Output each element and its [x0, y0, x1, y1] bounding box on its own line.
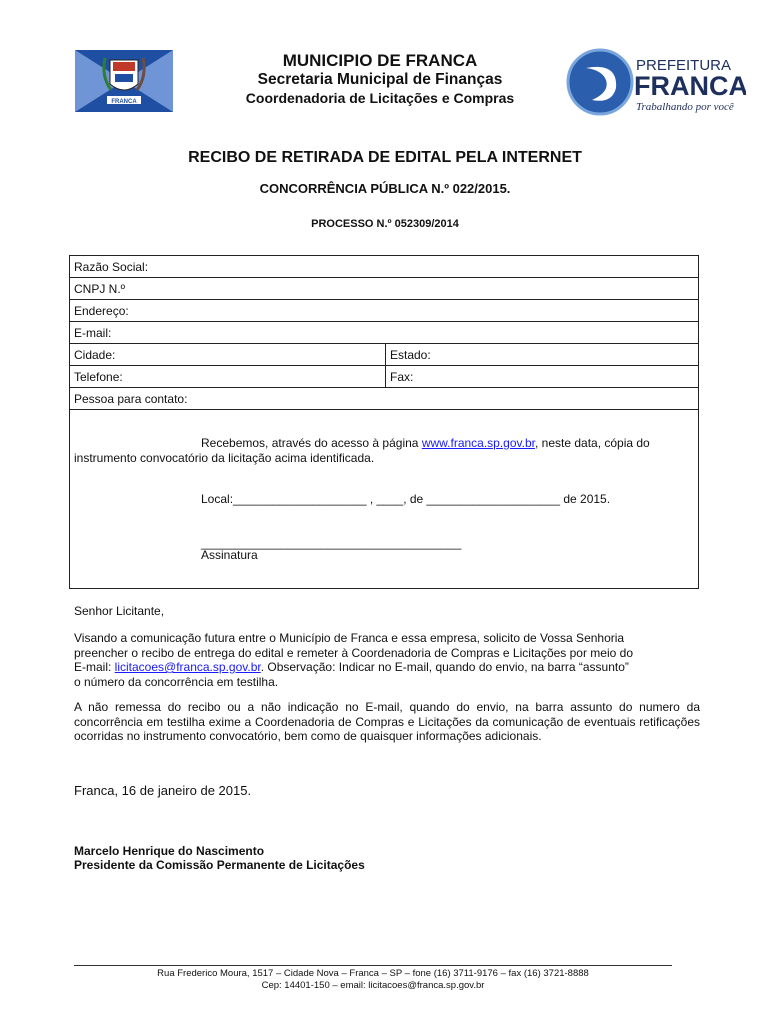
email-label: E-mail: — [74, 326, 112, 340]
telefone-label: Telefone: — [74, 370, 123, 384]
email-field[interactable] — [70, 322, 698, 344]
paragraph-1 — [74, 631, 700, 689]
contato-field[interactable] — [70, 388, 698, 410]
telefone-fax-row — [70, 366, 698, 388]
receipt-form — [69, 255, 699, 589]
cidade-estado-row — [70, 344, 698, 366]
estado-label: Estado: — [390, 348, 431, 362]
paragraph-2: A não remessa do recibo ou a não indicação no E-mail, quando do envio, na barra assunto do numero da concorrência em testilha exime a Coordenadoria de Compras e Licitações da comunicação de eventuais retificações ocorridas no instrumento convocatório, bem como de quaisquer informações adicionais. — [74, 700, 700, 743]
prefeitura-franca-logo — [566, 48, 746, 116]
municipal-seal — [75, 50, 173, 112]
recebemos-text: Recebemos, através do acesso à página — [201, 436, 422, 450]
signature-line: _______________________________________ — [201, 536, 462, 550]
cnpj-field[interactable] — [70, 278, 698, 300]
header-secretariat: Secretaria Municipal de Finanças — [257, 71, 503, 88]
endereco-field[interactable] — [70, 300, 698, 322]
cnpj-label: CNPJ N.º — [74, 282, 126, 296]
paragraph-1-line-2: preencher o recibo de entrega do edital e remeter à Coordenadoria de Compras e Licitações por meio do — [74, 645, 633, 660]
logo-main-text: FRANCA — [634, 71, 746, 101]
local-date-line: Local:____________________ , ____, de ____________________ de 2015. — [201, 492, 611, 506]
paragraph-1-line-1: Visando a comunicação futura entre o Município de Franca e essa empresa, solicito de Vossa Senhoria — [74, 631, 625, 645]
concorrencia-number: CONCORRÊNCIA PÚBLICA N.º 022/2015. — [259, 181, 511, 196]
contato-label: Pessoa para contato: — [74, 392, 188, 406]
email-prefix: E-mail: — [74, 660, 115, 674]
assinatura-label: Assinatura — [201, 548, 258, 562]
header-municipality: MUNICIPIO DE FRANCA — [282, 51, 478, 70]
column-divider — [385, 366, 386, 387]
logo-tagline: Trabalhando por você — [636, 101, 734, 113]
footer-contact: Cep: 14401-150 – email: licitacoes@franca.sp.gov.br — [261, 980, 485, 991]
fax-label: Fax: — [390, 370, 414, 384]
greeting: Senhor Licitante, — [74, 604, 165, 618]
logo-top-text: PREFEITURA — [636, 57, 732, 74]
document-title: RECIBO DE RETIRADA DE EDITAL PELA INTERNET — [188, 149, 582, 166]
seal-text: FRANCA — [111, 99, 137, 105]
recebemos-text-end: , neste data, cópia do — [534, 436, 650, 450]
recebemos-statement — [74, 436, 696, 466]
recebemos-line2: instrumento convocatório da licitação acima identificada. — [74, 451, 375, 465]
licitacoes-email-link[interactable]: licitacoes@franca.sp.gov.br — [114, 660, 261, 674]
letter-date: Franca, 16 de janeiro de 2015. — [74, 783, 252, 798]
paragraph-1-line-4: o número da concorrência em testilha. — [74, 674, 279, 689]
observacao-text: . Observação: Indicar no E-mail, quando do envio, na barra “assunto” — [260, 660, 629, 674]
header-coordination: Coordenadoria de Licitações e Compras — [245, 90, 515, 106]
franca-website-link[interactable]: www.franca.sp.gov.br — [421, 436, 535, 450]
cidade-label: Cidade: — [74, 348, 116, 362]
signer-name: Marcelo Henrique do Nascimento — [74, 844, 265, 858]
footer-address: Rua Frederico Moura, 1517 – Cidade Nova – Franca – SP – fone (16) 3711-9176 – fax (16) 3721-8888 — [157, 968, 589, 979]
razao-social-field[interactable] — [70, 256, 698, 278]
razao-social-label: Razão Social: — [74, 260, 149, 274]
endereco-label: Endereço: — [74, 304, 129, 318]
column-divider — [385, 344, 386, 365]
processo-number: PROCESSO N.º 052309/2014 — [311, 218, 459, 230]
signer-role: Presidente da Comissão Permanente de Licitações — [74, 858, 365, 872]
footer-divider — [74, 965, 672, 966]
